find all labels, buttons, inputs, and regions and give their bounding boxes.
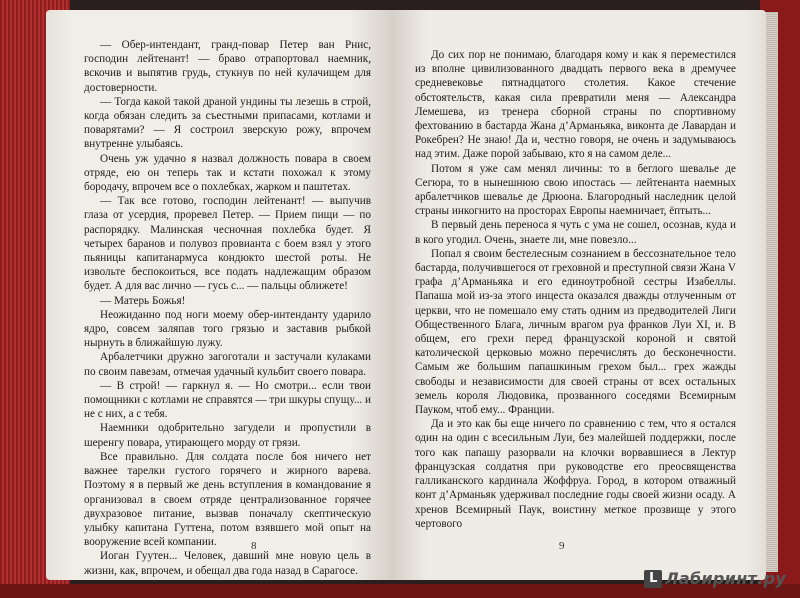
page-number-right: 9 [559,540,565,552]
paragraph: Попал я своим бестелесным сознанием в бессознательное тело бастарда, получившегося от греховной и преступной связи Жана V графа д’Арманьяка и его единоутробной сестры Изабеллы. Папаша мой из-за этого инцеста оказался дважды отлученным от церкви, что не помешало ему стать одним из предводителей Лиги Общественного Блага, личным врагом руа франков Луи XI, и. В общем, его грехи перед французской короной и святой католической церковью можно перечислять до бесконечности. Самым же большим папашкиным грехом был... грех жажды свободы и независимости для своей страны от всех остальных земель короля Людовика, прозванного соседями Всемирным Пауком, чтоб ему... Франции. [415,247,736,417]
paragraph: Наемники одобрительно загудели и пропустили в шеренгу повара, утирающего морду от грязи. [84,422,371,449]
paragraph: Неожиданно под ноги моему обер-интенданту ударило ядро, совсем заляпав того грязью и заставив рыбкой нырнуть в ближайшую лужу. [84,308,371,350]
right-page [391,10,766,580]
paragraph: Все правильно. Для солдата после боя ничего нет важнее тарелки густого горячего и жирного варева. Поэтому я в первый же день вступления в командование я организовал в своем отряде централизованное горячее двухразовое питание, вызвав поначалу скептическую улыбку капитана Гуттена, потом взявшего мой опыт на вооружение всей компании. [84,450,371,549]
paragraph: Потом я уже сам менял личины: то в беглого шевалье де Сегюра, то в нынешнюю свою ипостась — лейтенанта наемных арбалетчиков шевалье де Дрюона. Благородный наследник целой страны инкогнито на просторах Европы наемничает, ёптыть... [415,162,736,218]
paragraph: — В строй! — гаркнул я. — Но смотри... если твои помощники с котлами не справятся — три шкуры спущу... и не с них, а с тебя. [84,379,372,421]
watermark-text: Лабиринт.ру [665,569,786,588]
paragraph: В первый день переноса я чуть с ума не сошел, осознав, куда и в кого угодил. Очень, знаете ли, мне повезло... [415,219,736,246]
paragraph: До сих пор не понимаю, благодаря кому и как я переместился из вполне цивилизованного двадцать первого века в дремучее средневековье пятнадцатого столетия. Какое стечение обстоятельств, какая сила превратили меня — Александра Лемешева, из тренера сборной страны по спортивному фехтованию в бастарда Жана д’Арманьяка, виконта де Лавардан и Рокебрен? Не знаю! Да и, честно говоря, не очень и задумываюсь над этим. Даже порой забываю, кто я на самом деле... [415,49,736,161]
page-edges [764,12,778,572]
labirint-watermark [644,569,786,588]
left-page [46,10,391,580]
labirint-logo-icon: L [644,570,662,588]
paragraph: Иоган Гуутен... Человек, давший мне новую цель в жизни, как, впрочем, и обещал два года назад в Сарагосе. [84,550,371,577]
paragraph: Да и это как бы еще ничего по сравнению с тем, что я остался один на один с всесильным Луи, без малейшей поддержки, после того как папашу разорвали на клочки ворвавшиеся в Лектур французская солдатня при руководстве его преосвященства галликанского кардинала Жоффруа. Город, в котором отважный конт д’Арманьяк удерживал последние годы своей жизни осаду. А хренов Всемирный Паук, воистину меткое прозвище у этого чертового [415,418,736,530]
paragraph: Очень уж удачно я назвал должность повара в своем отряде, ею он теперь так и кстати похожал к этому бородачу, впрочем все о похлебках, жарком и паштетах. [84,152,371,194]
paragraph: Арбалетчики дружно загоготали и застучали кулаками по своим павезам, отмечая удачный кульбит своего повара. [84,351,371,378]
page-number-left: 8 [251,540,257,552]
paragraph: — Тогда какой такой драной ундины ты лезешь в строй, когда обязан следить за съестными припасами, котлами и поварятами? — Я состроил зверскую рожу, впрочем внутренне улыбаясь. [84,95,371,151]
paragraph: — Обер-интендант, гранд-повар Петер ван Рнис, господин лейтенант! — браво отрапортовал наемник, вскочив и выпятив грудь, стукнув по ней кулачищем для достоверности. [84,39,371,94]
paragraph: — Матерь Божья! [100,294,186,307]
paragraph: — Так все готово, господин лейтенант! — выпучив глаза от усердия, проревел Петер. — Прием пищи — по распорядку. Малинская чесночная похлебка будет. Я четырех баранов и полувоз провианта с боем взял у этого пьяницы капитанармуса кондюкто шестой роты. Не извольте беспокоиться, все подать надлежащим образом будет. А для вас лично — гусь с... — пальцы оближете! [84,195,371,293]
